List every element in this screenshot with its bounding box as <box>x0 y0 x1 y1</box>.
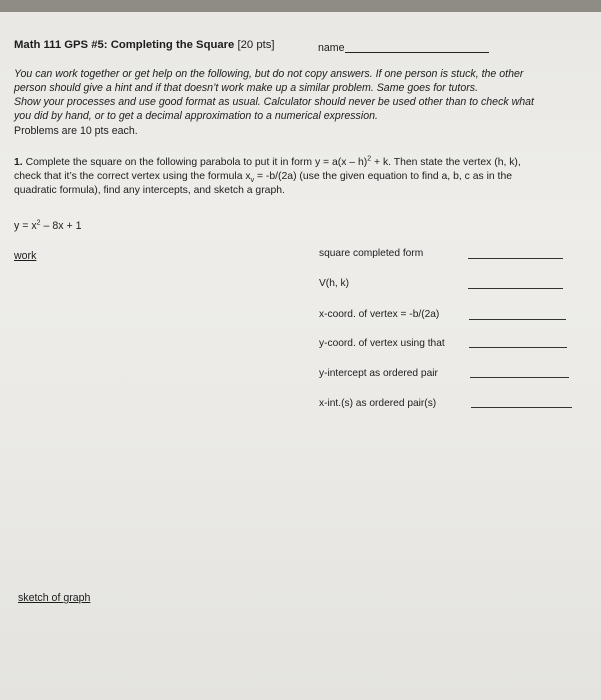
x-intercepts-label: x-int.(s) as ordered pair(s) <box>319 398 437 409</box>
worksheet-title <box>14 39 275 51</box>
x-intercepts-blank[interactable] <box>471 407 572 408</box>
title-text: Math 111 GPS #5: Completing the Square <box>14 39 235 51</box>
vertex-blank[interactable] <box>468 288 563 289</box>
problem-number: 1. <box>14 157 23 168</box>
name-blank-line <box>345 52 489 53</box>
y-intercept-label: y-intercept as ordered pair <box>319 368 438 379</box>
square-completed-form-label: square completed form <box>319 248 424 259</box>
instruction-line-4: you did by hand, or to get a decimal approximation to a numerical expression. <box>14 110 378 122</box>
equation-part-b: – 8x + 1 <box>40 220 82 232</box>
y-coord-vertex-blank[interactable] <box>469 347 567 348</box>
instruction-line-2: person should give a hint and if that doesn’t work make up a similar problem. Same goes for tutors. <box>14 82 479 94</box>
equation-exponent: 2 <box>36 219 41 227</box>
problem-text-2a: check that it’s the correct vertex using the formula x <box>14 171 251 182</box>
square-completed-form-blank[interactable] <box>468 258 563 259</box>
x-coord-vertex-label: x-coord. of vertex = -b/(2a) <box>319 309 440 320</box>
problem-line-1 <box>14 157 521 168</box>
vertex-label: V(h, k) <box>319 278 350 289</box>
work-label: work <box>14 250 37 262</box>
instruction-line-1: You can work together or get help on the following, but do not copy answers. If one person is stuck, the other <box>14 68 524 80</box>
problem-line-2 <box>14 171 512 185</box>
name-label: name <box>318 42 345 54</box>
problem-text-2b: = -b/(2a) (use the given equation to find a, b, c as in the <box>254 171 512 182</box>
y-coord-vertex-label: y-coord. of vertex using that <box>319 338 445 349</box>
problem-text-1b: + k. Then state the vertex (h, k), <box>371 157 521 168</box>
equation-part-a: y = x <box>14 220 37 232</box>
title-points: [20 pts] <box>237 39 275 51</box>
exponent: 2 <box>367 155 372 163</box>
parabola-equation <box>14 220 82 232</box>
problem-line-3: quadratic formula), find any intercepts, and sketch a graph. <box>14 185 285 196</box>
instruction-line-3: Show your processes and use good format as usual. Calculator should never be used other than to check what <box>14 96 534 108</box>
subscript: v <box>250 177 255 185</box>
points-note: Problems are 10 pts each. <box>14 125 138 137</box>
worksheet-page <box>0 12 601 700</box>
y-intercept-blank[interactable] <box>470 377 569 378</box>
sketch-of-graph-label: sketch of graph <box>18 592 91 604</box>
x-coord-vertex-blank[interactable] <box>469 319 566 320</box>
problem-text-1a: Complete the square on the following parabola to put it in form y = a(x – h) <box>25 157 368 168</box>
